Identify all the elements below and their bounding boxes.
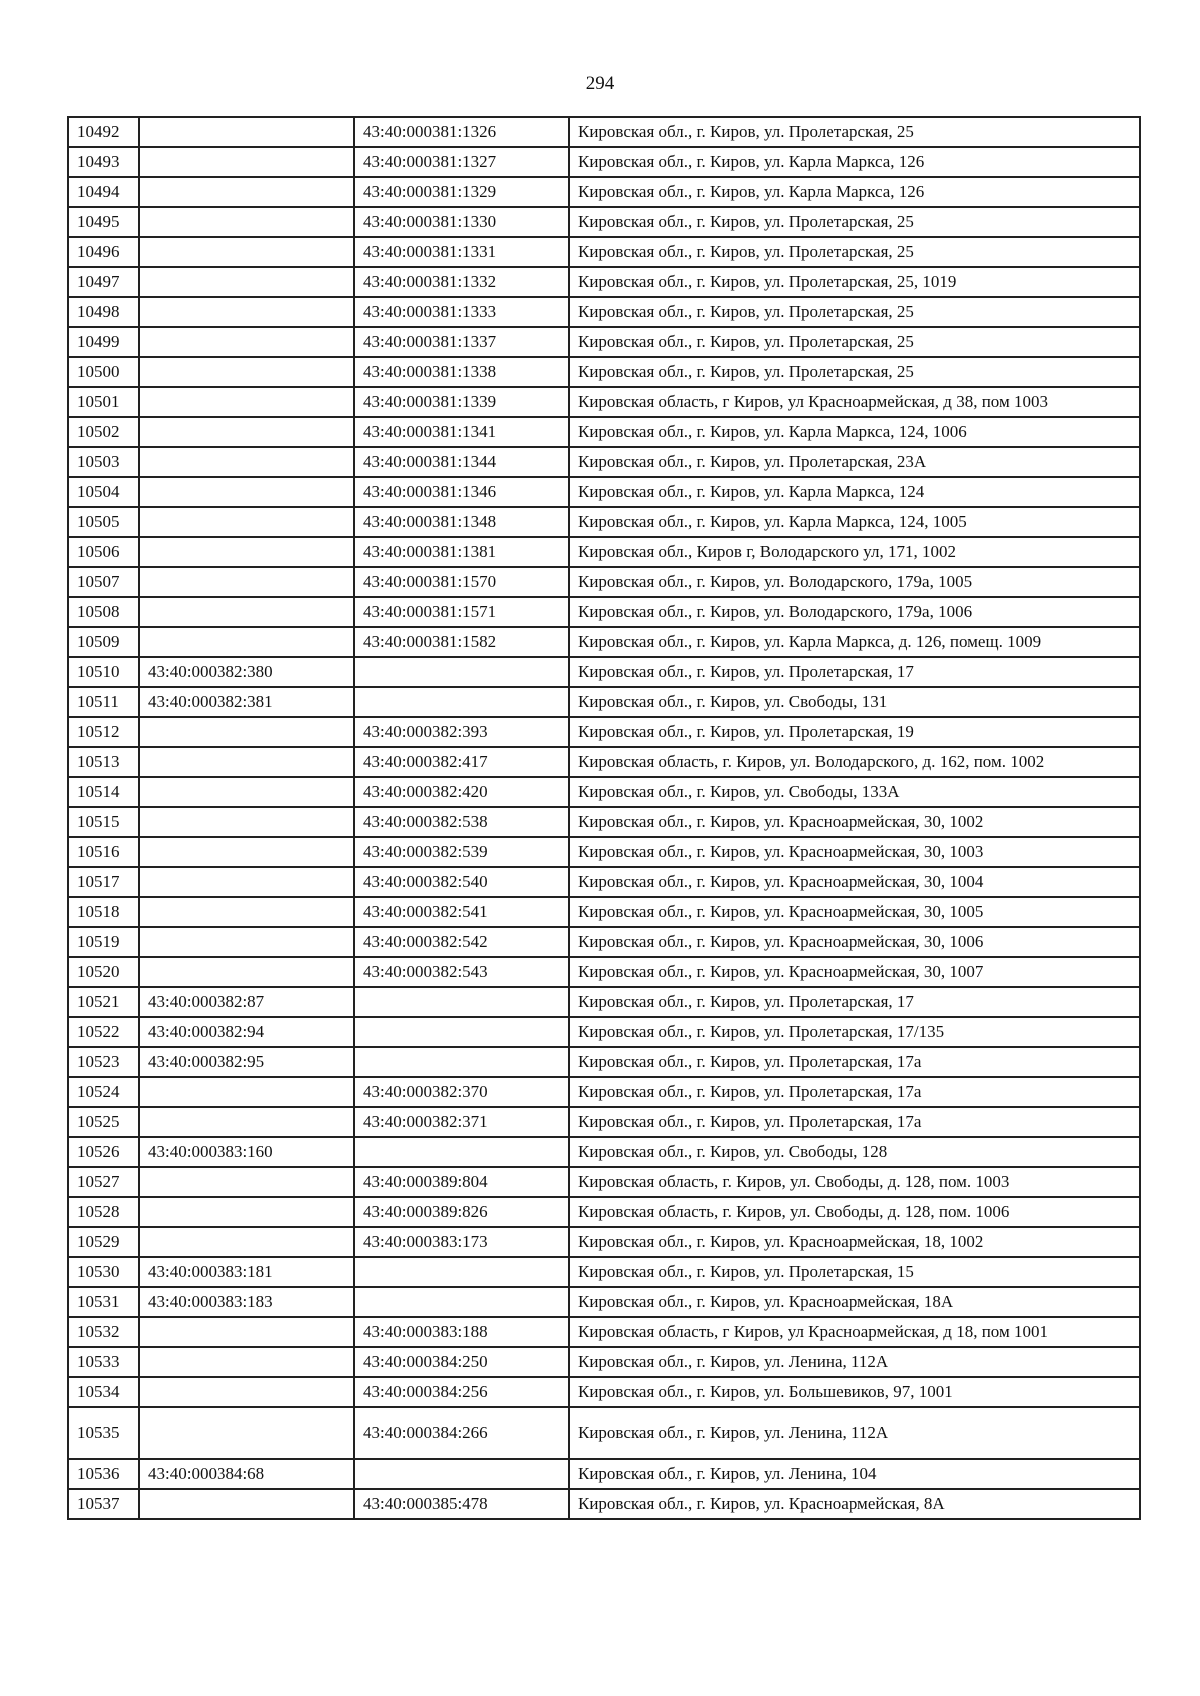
address-cell: Кировская обл., г. Киров, ул. Красноармейская, 30, 1003 bbox=[569, 837, 1140, 867]
cadastral-number-a-cell bbox=[139, 1107, 354, 1137]
table-row bbox=[68, 1017, 1140, 1047]
row-number-cell: 10519 bbox=[68, 927, 139, 957]
table-row bbox=[68, 1137, 1140, 1167]
table-row bbox=[68, 777, 1140, 807]
cadastral-number-a-cell bbox=[139, 267, 354, 297]
row-number-cell: 10503 bbox=[68, 447, 139, 477]
cadastral-number-a-cell: 43:40:000382:94 bbox=[139, 1017, 354, 1047]
cadastral-number-b-cell: 43:40:000384:256 bbox=[354, 1377, 569, 1407]
row-number-cell: 10492 bbox=[68, 117, 139, 147]
cadastral-number-b-cell: 43:40:000381:1344 bbox=[354, 447, 569, 477]
cadastral-number-a-cell bbox=[139, 507, 354, 537]
cadastral-number-b-cell: 43:40:000381:1571 bbox=[354, 597, 569, 627]
cadastral-number-b-cell: 43:40:000381:1326 bbox=[354, 117, 569, 147]
cadastral-number-b-cell: 43:40:000382:538 bbox=[354, 807, 569, 837]
row-number-cell: 10502 bbox=[68, 417, 139, 447]
address-cell: Кировская обл., г. Киров, ул. Ленина, 112А bbox=[569, 1347, 1140, 1377]
table-row bbox=[68, 717, 1140, 747]
row-number-cell: 10518 bbox=[68, 897, 139, 927]
cadastral-number-b-cell: 43:40:000381:1333 bbox=[354, 297, 569, 327]
table-row bbox=[68, 597, 1140, 627]
table-row bbox=[68, 687, 1140, 717]
address-cell: Кировская обл., г. Киров, ул. Пролетарская, 17а bbox=[569, 1077, 1140, 1107]
cadastral-number-b-cell: 43:40:000381:1341 bbox=[354, 417, 569, 447]
cadastral-number-a-cell bbox=[139, 447, 354, 477]
table-row bbox=[68, 117, 1140, 147]
cadastral-number-b-cell: 43:40:000381:1381 bbox=[354, 537, 569, 567]
row-number-cell: 10512 bbox=[68, 717, 139, 747]
address-cell: Кировская обл., г. Киров, ул. Красноармейская, 30, 1007 bbox=[569, 957, 1140, 987]
row-number-cell: 10515 bbox=[68, 807, 139, 837]
cadastral-number-a-cell bbox=[139, 387, 354, 417]
table-row bbox=[68, 1107, 1140, 1137]
table-row bbox=[68, 987, 1140, 1017]
table-row bbox=[68, 627, 1140, 657]
cadastral-number-a-cell bbox=[139, 207, 354, 237]
table-row bbox=[68, 1287, 1140, 1317]
table-row bbox=[68, 177, 1140, 207]
row-number-cell: 10526 bbox=[68, 1137, 139, 1167]
address-cell: Кировская обл., г. Киров, ул. Карла Маркса, 126 bbox=[569, 177, 1140, 207]
cadastral-number-a-cell bbox=[139, 1489, 354, 1519]
cadastral-number-a-cell bbox=[139, 597, 354, 627]
address-cell: Кировская обл., г. Киров, ул. Пролетарская, 25 bbox=[569, 207, 1140, 237]
row-number-cell: 10504 bbox=[68, 477, 139, 507]
cadastral-number-a-cell bbox=[139, 327, 354, 357]
cadastral-number-b-cell: 43:40:000381:1582 bbox=[354, 627, 569, 657]
cadastral-number-b-cell: 43:40:000381:1327 bbox=[354, 147, 569, 177]
table-row bbox=[68, 1377, 1140, 1407]
row-number-cell: 10514 bbox=[68, 777, 139, 807]
cadastral-number-a-cell bbox=[139, 417, 354, 447]
address-cell: Кировская область, г Киров, ул Красноармейская, д 18, пом 1001 bbox=[569, 1317, 1140, 1347]
table-row bbox=[68, 1077, 1140, 1107]
address-cell: Кировская обл., г. Киров, ул. Красноармейская, 18, 1002 bbox=[569, 1227, 1140, 1257]
row-number-cell: 10499 bbox=[68, 327, 139, 357]
table-row bbox=[68, 387, 1140, 417]
cadastral-number-b-cell: 43:40:000382:539 bbox=[354, 837, 569, 867]
table-row bbox=[68, 327, 1140, 357]
cadastral-number-a-cell bbox=[139, 897, 354, 927]
cadastral-number-b-cell: 43:40:000385:478 bbox=[354, 1489, 569, 1519]
address-cell: Кировская обл., г. Киров, ул. Карла Маркса, 124, 1005 bbox=[569, 507, 1140, 537]
cadastral-number-b-cell: 43:40:000381:1338 bbox=[354, 357, 569, 387]
cadastral-number-b-cell: 43:40:000382:417 bbox=[354, 747, 569, 777]
row-number-cell: 10500 bbox=[68, 357, 139, 387]
address-cell: Кировская обл., Киров г, Володарского ул, 171, 1002 bbox=[569, 537, 1140, 567]
table-row bbox=[68, 1227, 1140, 1257]
table-row bbox=[68, 1489, 1140, 1519]
table-row bbox=[68, 1347, 1140, 1377]
cadastral-number-a-cell bbox=[139, 357, 354, 387]
table-row bbox=[68, 207, 1140, 237]
cadastral-number-a-cell: 43:40:000382:380 bbox=[139, 657, 354, 687]
address-cell: Кировская обл., г. Киров, ул. Пролетарская, 25 bbox=[569, 327, 1140, 357]
table-row bbox=[68, 1317, 1140, 1347]
address-cell: Кировская обл., г. Киров, ул. Карла Маркса, д. 126, помещ. 1009 bbox=[569, 627, 1140, 657]
row-number-cell: 10511 bbox=[68, 687, 139, 717]
address-cell: Кировская область, г Киров, ул Красноармейская, д 38, пом 1003 bbox=[569, 387, 1140, 417]
row-number-cell: 10509 bbox=[68, 627, 139, 657]
row-number-cell: 10523 bbox=[68, 1047, 139, 1077]
cadastral-number-b-cell bbox=[354, 1017, 569, 1047]
table-row bbox=[68, 297, 1140, 327]
row-number-cell: 10516 bbox=[68, 837, 139, 867]
cadastral-number-a-cell: 43:40:000382:87 bbox=[139, 987, 354, 1017]
registry-table bbox=[67, 116, 1141, 1520]
address-cell: Кировская обл., г. Киров, ул. Красноармейская, 30, 1004 bbox=[569, 867, 1140, 897]
table-row bbox=[68, 447, 1140, 477]
row-number-cell: 10530 bbox=[68, 1257, 139, 1287]
cadastral-number-a-cell bbox=[139, 1227, 354, 1257]
cadastral-number-a-cell: 43:40:000383:181 bbox=[139, 1257, 354, 1287]
address-cell: Кировская обл., г. Киров, ул. Пролетарская, 25 bbox=[569, 297, 1140, 327]
address-cell: Кировская обл., г. Киров, ул. Свободы, 131 bbox=[569, 687, 1140, 717]
row-number-cell: 10528 bbox=[68, 1197, 139, 1227]
address-cell: Кировская обл., г. Киров, ул. Красноармейская, 30, 1006 bbox=[569, 927, 1140, 957]
cadastral-number-b-cell: 43:40:000381:1330 bbox=[354, 207, 569, 237]
cadastral-number-a-cell bbox=[139, 117, 354, 147]
address-cell: Кировская обл., г. Киров, ул. Карла Маркса, 124, 1006 bbox=[569, 417, 1140, 447]
address-cell: Кировская обл., г. Киров, ул. Красноармейская, 30, 1005 bbox=[569, 897, 1140, 927]
row-number-cell: 10536 bbox=[68, 1459, 139, 1489]
row-number-cell: 10493 bbox=[68, 147, 139, 177]
cadastral-number-b-cell: 43:40:000382:420 bbox=[354, 777, 569, 807]
cadastral-number-b-cell bbox=[354, 1257, 569, 1287]
address-cell: Кировская обл., г. Киров, ул. Пролетарская, 25 bbox=[569, 357, 1140, 387]
row-number-cell: 10533 bbox=[68, 1347, 139, 1377]
row-number-cell: 10507 bbox=[68, 567, 139, 597]
row-number-cell: 10506 bbox=[68, 537, 139, 567]
cadastral-number-a-cell bbox=[139, 837, 354, 867]
address-cell: Кировская обл., г. Киров, ул. Пролетарская, 25, 1019 bbox=[569, 267, 1140, 297]
table-row bbox=[68, 147, 1140, 177]
address-cell: Кировская обл., г. Киров, ул. Пролетарская, 17а bbox=[569, 1047, 1140, 1077]
row-number-cell: 10525 bbox=[68, 1107, 139, 1137]
address-cell: Кировская обл., г. Киров, ул. Пролетарская, 15 bbox=[569, 1257, 1140, 1287]
address-cell: Кировская обл., г. Киров, ул. Большевиков, 97, 1001 bbox=[569, 1377, 1140, 1407]
cadastral-number-a-cell: 43:40:000383:183 bbox=[139, 1287, 354, 1317]
cadastral-number-b-cell: 43:40:000384:266 bbox=[354, 1407, 569, 1459]
table-row bbox=[68, 927, 1140, 957]
table-row bbox=[68, 507, 1140, 537]
cadastral-number-a-cell bbox=[139, 177, 354, 207]
address-cell: Кировская обл., г. Киров, ул. Свободы, 133А bbox=[569, 777, 1140, 807]
row-number-cell: 10527 bbox=[68, 1167, 139, 1197]
table-row bbox=[68, 237, 1140, 267]
cadastral-number-a-cell bbox=[139, 627, 354, 657]
cadastral-number-b-cell: 43:40:000383:188 bbox=[354, 1317, 569, 1347]
cadastral-number-a-cell bbox=[139, 867, 354, 897]
cadastral-number-a-cell bbox=[139, 297, 354, 327]
cadastral-number-b-cell: 43:40:000381:1339 bbox=[354, 387, 569, 417]
address-cell: Кировская обл., г. Киров, ул. Володарского, 179а, 1005 bbox=[569, 567, 1140, 597]
cadastral-number-b-cell: 43:40:000381:1332 bbox=[354, 267, 569, 297]
cadastral-number-a-cell: 43:40:000382:381 bbox=[139, 687, 354, 717]
cadastral-number-b-cell: 43:40:000381:1570 bbox=[354, 567, 569, 597]
row-number-cell: 10521 bbox=[68, 987, 139, 1017]
table-row bbox=[68, 1167, 1140, 1197]
row-number-cell: 10510 bbox=[68, 657, 139, 687]
address-cell: Кировская обл., г. Киров, ул. Красноармейская, 30, 1002 bbox=[569, 807, 1140, 837]
address-cell: Кировская обл., г. Киров, ул. Пролетарская, 17 bbox=[569, 987, 1140, 1017]
address-cell: Кировская обл., г. Киров, ул. Карла Маркса, 126 bbox=[569, 147, 1140, 177]
cadastral-number-b-cell bbox=[354, 687, 569, 717]
cadastral-number-b-cell: 43:40:000382:541 bbox=[354, 897, 569, 927]
address-cell: Кировская обл., г. Киров, ул. Пролетарская, 23А bbox=[569, 447, 1140, 477]
registry-table-body bbox=[68, 117, 1140, 1519]
address-cell: Кировская область, г. Киров, ул. Свободы, д. 128, пом. 1006 bbox=[569, 1197, 1140, 1227]
row-number-cell: 10505 bbox=[68, 507, 139, 537]
cadastral-number-b-cell bbox=[354, 1459, 569, 1489]
table-row bbox=[68, 747, 1140, 777]
address-cell: Кировская обл., г. Киров, ул. Володарского, 179а, 1006 bbox=[569, 597, 1140, 627]
row-number-cell: 10531 bbox=[68, 1287, 139, 1317]
address-cell: Кировская обл., г. Киров, ул. Ленина, 112А bbox=[569, 1407, 1140, 1459]
cadastral-number-b-cell: 43:40:000381:1346 bbox=[354, 477, 569, 507]
page-number: 294 bbox=[585, 73, 615, 94]
table-row bbox=[68, 477, 1140, 507]
table-row bbox=[68, 1047, 1140, 1077]
address-cell: Кировская обл., г. Киров, ул. Пролетарская, 25 bbox=[569, 237, 1140, 267]
cadastral-number-b-cell: 43:40:000382:542 bbox=[354, 927, 569, 957]
cadastral-number-b-cell: 43:40:000382:393 bbox=[354, 717, 569, 747]
cadastral-number-a-cell bbox=[139, 717, 354, 747]
table-row bbox=[68, 357, 1140, 387]
cadastral-number-a-cell bbox=[139, 1347, 354, 1377]
cadastral-number-b-cell: 43:40:000381:1348 bbox=[354, 507, 569, 537]
address-cell: Кировская область, г. Киров, ул. Володарского, д. 162, пом. 1002 bbox=[569, 747, 1140, 777]
row-number-cell: 10522 bbox=[68, 1017, 139, 1047]
row-number-cell: 10535 bbox=[68, 1407, 139, 1459]
cadastral-number-a-cell bbox=[139, 237, 354, 267]
cadastral-number-a-cell bbox=[139, 567, 354, 597]
table-row bbox=[68, 807, 1140, 837]
row-number-cell: 10495 bbox=[68, 207, 139, 237]
row-number-cell: 10498 bbox=[68, 297, 139, 327]
row-number-cell: 10513 bbox=[68, 747, 139, 777]
row-number-cell: 10532 bbox=[68, 1317, 139, 1347]
cadastral-number-a-cell bbox=[139, 1167, 354, 1197]
address-cell: Кировская обл., г. Киров, ул. Пролетарская, 25 bbox=[569, 117, 1140, 147]
table-row bbox=[68, 1459, 1140, 1489]
cadastral-number-b-cell: 43:40:000381:1329 bbox=[354, 177, 569, 207]
table-row bbox=[68, 957, 1140, 987]
cadastral-number-b-cell bbox=[354, 987, 569, 1017]
cadastral-number-a-cell bbox=[139, 147, 354, 177]
address-cell: Кировская обл., г. Киров, ул. Красноармейская, 18А bbox=[569, 1287, 1140, 1317]
table-row bbox=[68, 837, 1140, 867]
cadastral-number-a-cell: 43:40:000382:95 bbox=[139, 1047, 354, 1077]
cadastral-number-b-cell bbox=[354, 1287, 569, 1317]
cadastral-number-a-cell bbox=[139, 927, 354, 957]
table-row bbox=[68, 897, 1140, 927]
address-cell: Кировская обл., г. Киров, ул. Ленина, 104 bbox=[569, 1459, 1140, 1489]
cadastral-number-a-cell bbox=[139, 537, 354, 567]
cadastral-number-b-cell: 43:40:000382:543 bbox=[354, 957, 569, 987]
address-cell: Кировская обл., г. Киров, ул. Свободы, 128 bbox=[569, 1137, 1140, 1167]
cadastral-number-b-cell: 43:40:000381:1337 bbox=[354, 327, 569, 357]
table-row bbox=[68, 1407, 1140, 1459]
cadastral-number-a-cell bbox=[139, 1197, 354, 1227]
row-number-cell: 10524 bbox=[68, 1077, 139, 1107]
cadastral-number-b-cell: 43:40:000382:371 bbox=[354, 1107, 569, 1137]
table-row bbox=[68, 1257, 1140, 1287]
cadastral-number-a-cell bbox=[139, 1377, 354, 1407]
cadastral-number-a-cell bbox=[139, 1077, 354, 1107]
address-cell: Кировская обл., г. Киров, ул. Пролетарская, 17/135 bbox=[569, 1017, 1140, 1047]
cadastral-number-a-cell: 43:40:000383:160 bbox=[139, 1137, 354, 1167]
cadastral-number-b-cell: 43:40:000382:370 bbox=[354, 1077, 569, 1107]
table-row bbox=[68, 267, 1140, 297]
table-row bbox=[68, 537, 1140, 567]
address-cell: Кировская обл., г. Киров, ул. Красноармейская, 8А bbox=[569, 1489, 1140, 1519]
cadastral-number-a-cell bbox=[139, 747, 354, 777]
row-number-cell: 10534 bbox=[68, 1377, 139, 1407]
table-row bbox=[68, 1197, 1140, 1227]
cadastral-number-b-cell: 43:40:000384:250 bbox=[354, 1347, 569, 1377]
cadastral-number-b-cell: 43:40:000382:540 bbox=[354, 867, 569, 897]
table-row bbox=[68, 657, 1140, 687]
address-cell: Кировская обл., г. Киров, ул. Пролетарская, 17а bbox=[569, 1107, 1140, 1137]
address-cell: Кировская обл., г. Киров, ул. Карла Маркса, 124 bbox=[569, 477, 1140, 507]
table-row bbox=[68, 567, 1140, 597]
cadastral-number-b-cell bbox=[354, 1137, 569, 1167]
row-number-cell: 10496 bbox=[68, 237, 139, 267]
row-number-cell: 10517 bbox=[68, 867, 139, 897]
cadastral-number-a-cell bbox=[139, 477, 354, 507]
cadastral-number-a-cell bbox=[139, 1317, 354, 1347]
cadastral-number-b-cell bbox=[354, 1047, 569, 1077]
cadastral-number-b-cell: 43:40:000389:804 bbox=[354, 1167, 569, 1197]
row-number-cell: 10537 bbox=[68, 1489, 139, 1519]
cadastral-number-a-cell: 43:40:000384:68 bbox=[139, 1459, 354, 1489]
row-number-cell: 10501 bbox=[68, 387, 139, 417]
cadastral-number-b-cell: 43:40:000389:826 bbox=[354, 1197, 569, 1227]
row-number-cell: 10497 bbox=[68, 267, 139, 297]
cadastral-number-a-cell bbox=[139, 1407, 354, 1459]
cadastral-number-b-cell bbox=[354, 657, 569, 687]
row-number-cell: 10520 bbox=[68, 957, 139, 987]
row-number-cell: 10529 bbox=[68, 1227, 139, 1257]
row-number-cell: 10508 bbox=[68, 597, 139, 627]
table-row bbox=[68, 417, 1140, 447]
address-cell: Кировская обл., г. Киров, ул. Пролетарская, 17 bbox=[569, 657, 1140, 687]
cadastral-number-a-cell bbox=[139, 777, 354, 807]
cadastral-number-a-cell bbox=[139, 957, 354, 987]
cadastral-number-a-cell bbox=[139, 807, 354, 837]
cadastral-number-b-cell: 43:40:000381:1331 bbox=[354, 237, 569, 267]
address-cell: Кировская область, г. Киров, ул. Свободы, д. 128, пом. 1003 bbox=[569, 1167, 1140, 1197]
address-cell: Кировская обл., г. Киров, ул. Пролетарская, 19 bbox=[569, 717, 1140, 747]
table-row bbox=[68, 867, 1140, 897]
cadastral-number-b-cell: 43:40:000383:173 bbox=[354, 1227, 569, 1257]
row-number-cell: 10494 bbox=[68, 177, 139, 207]
